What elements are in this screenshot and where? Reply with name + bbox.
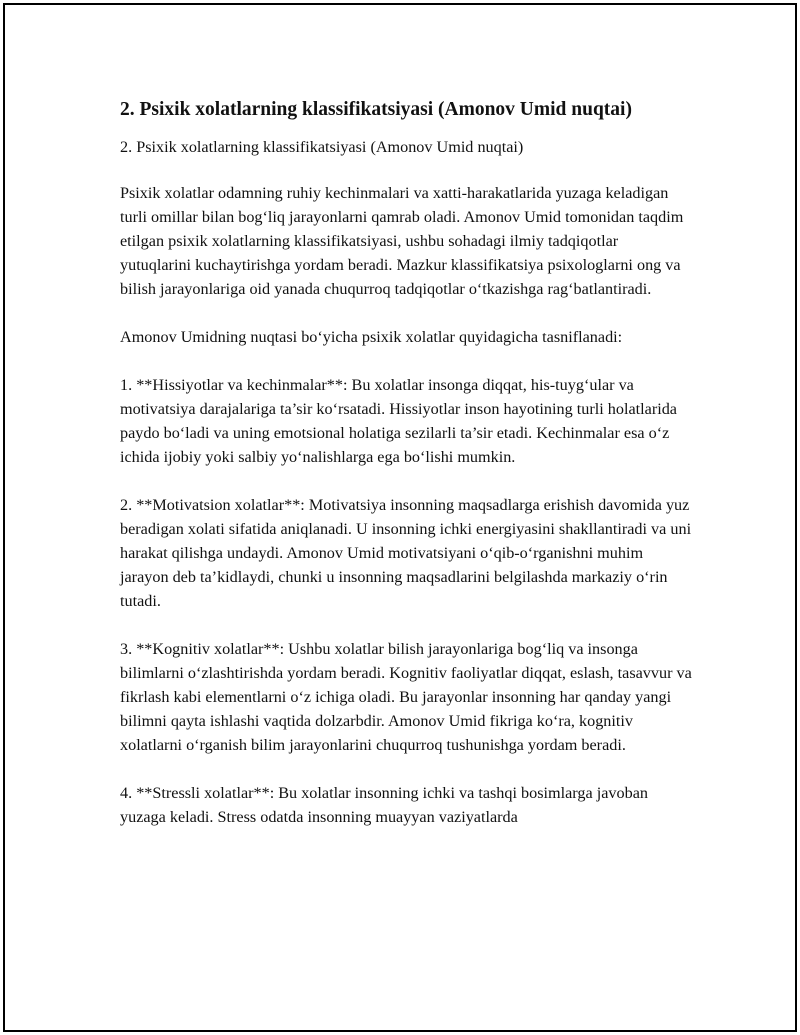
document-title: 2. Psixik xolatlarning klassifikatsiyasi (Amonov Umid nuqtai) [120, 99, 632, 120]
list-item-emotions: 1. **Hissiyotlar va kechinmalar**: Bu xolatlar insonga diqqat, his-tuyg‘ular va motivatsiya darajalariga ta’sir ko‘rsatadi. Hissiyotlar inson hayotining turli holatlarida paydo bo‘ladi va uning emotsional holatiga sezilarli ta’sir etadi. Kechinmalar esa o‘z ichida ijobiy yoki salbiy yo‘nalishlarga ega bo‘lishi mumkin. [120, 376, 677, 466]
intro-paragraph: Psixik xolatlar odamning ruhiy kechinmalari va xatti-harakatlarida yuzaga keladigan turli omillar bilan bog‘liq jarayonlarni qamrab oladi. Amonov Umid tomonidan taqdim etilgan psixik xolatlarning klassifikatsiyasi, ushbu sohadagi ilmiy tadqiqotlar yutuqlarini kuchaytirishga yordam beradi. Mazkur klassifikatsiya psixologlarni ong va bilish jarayonlariga oid yanada chuqurroq tadqiqotlar o‘tkazishga rag‘batlantiradi. [120, 184, 684, 298]
classification-intro-paragraph: Amonov Umidning nuqtasi bo‘yicha psixik xolatlar quyidagicha tasniflanadi: [120, 328, 623, 346]
subtitle-paragraph: 2. Psixik xolatlarning klassifikatsiyasi (Amonov Umid nuqtai) [120, 138, 524, 156]
list-item-motivational: 2. **Motivatsion xolatlar**: Motivatsiya insonning maqsadlarga erishish davomida yuz beradigan xolati sifatida aniqlanadi. U insonning ichki energiyasini shakllantiradi va uni harakat qilishga undaydi. Amonov Umid motivatsiyani o‘qib-o‘rganishni muhim jarayon deb ta’kidlaydi, chunki u insonning maqsadlarini belgilashda markaziy o‘rin tutadi. [120, 496, 692, 610]
document-page [3, 3, 797, 1032]
list-item-cognitive: 3. **Kognitiv xolatlar**: Ushbu xolatlar bilish jarayonlariga bog‘liq va insonga bilimlarni o‘zlashtirishda yordam beradi. Kognitiv faoliyatlar diqqat, eslash, tasavvur va fikrlash kabi elementlarni o‘z ichiga oladi. Bu jarayonlar insonning har qanday yangi bilimni qayta ishlashi vaqtida dolzarbdir. Amonov Umid fikriga ko‘ra, kognitiv xolatlarni o‘rganish bilim jarayonlarini chuqurroq tushunishga yordam beradi. [120, 640, 692, 754]
document-body [120, 97, 692, 853]
list-item-stress: 4. **Stressli xolatlar**: Bu xolatlar insonning ichki va tashqi bosimlarga javoban yuzaga keladi. Stress odatda insonning muayyan vaziyatlarda [120, 784, 648, 826]
